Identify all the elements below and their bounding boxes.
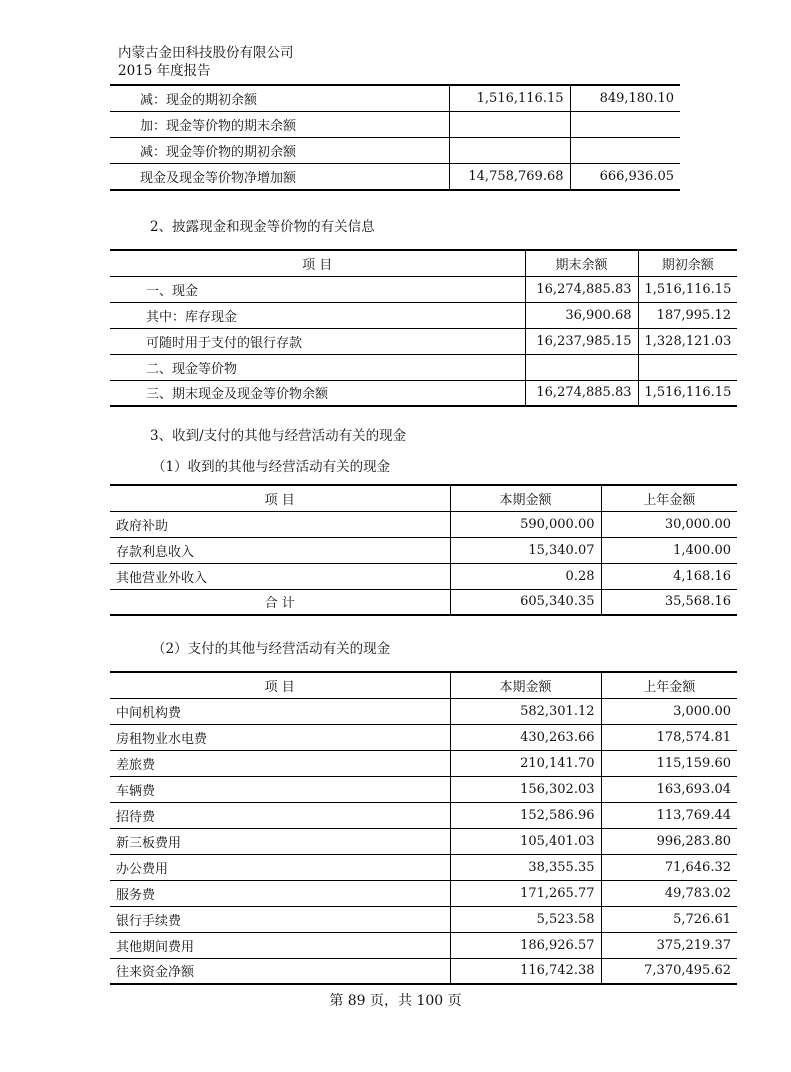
table-row — [110, 724, 737, 750]
table-row — [110, 776, 737, 802]
header-current: 本期金额 — [450, 672, 601, 698]
table-row — [110, 380, 737, 406]
table-row — [110, 563, 737, 589]
row-label: 往来资金净额 — [110, 958, 450, 984]
current-value: 186,926.57 — [450, 932, 601, 958]
page-number: 第 89 页，共 100 页 — [329, 993, 462, 1009]
header-end-balance: 期末余额 — [525, 250, 638, 276]
current-value: 582,301.12 — [450, 698, 601, 724]
cash-received-table — [110, 484, 737, 616]
begin-value: 1,516,116.15 — [638, 380, 737, 406]
prior-value: 3,000.00 — [601, 698, 737, 724]
table-row — [110, 880, 737, 906]
begin-value: 1,516,116.15 — [638, 276, 737, 302]
table-row — [110, 86, 680, 112]
row-label: 其中：库存现金 — [110, 302, 525, 328]
prior-value: 30,000.00 — [601, 511, 737, 537]
table-header-row — [110, 672, 737, 698]
begin-value: 187,995.12 — [638, 302, 737, 328]
table-row — [110, 750, 737, 776]
page-header — [118, 44, 294, 80]
current-value — [449, 112, 570, 138]
row-label: 现金及现金等价物净增加额 — [110, 164, 449, 190]
header-item: 项 目 — [110, 485, 450, 511]
current-value: 156,302.03 — [450, 776, 601, 802]
row-label: 中间机构费 — [110, 698, 450, 724]
current-value: 152,586.96 — [450, 802, 601, 828]
prior-value: 7,370,495.62 — [601, 958, 737, 984]
current-value: 1,516,116.15 — [449, 86, 570, 112]
table-header-row — [110, 485, 737, 511]
row-label: 招待费 — [110, 802, 450, 828]
row-label: 三、期末现金及现金等价物余额 — [110, 380, 525, 406]
total-current: 605,340.35 — [450, 589, 601, 615]
header-prior: 上年金额 — [601, 485, 737, 511]
row-label: 一、现金 — [110, 276, 525, 302]
current-value — [449, 138, 570, 164]
subsection-1-title: （1）收到的其他与经营活动有关的现金 — [152, 459, 391, 475]
cash-equivalents-table — [110, 249, 737, 407]
prior-value: 996,283.80 — [601, 828, 737, 854]
current-value: 38,355.35 — [450, 854, 601, 880]
row-label: 其他营业外收入 — [110, 563, 450, 589]
row-label: 服务费 — [110, 880, 450, 906]
current-value: 14,758,769.68 — [449, 164, 570, 190]
prior-value: 49,783.02 — [601, 880, 737, 906]
table-header-row — [110, 250, 737, 276]
prior-value: 113,769.44 — [601, 802, 737, 828]
prior-value: 849,180.10 — [570, 86, 680, 112]
current-value: 430,263.66 — [450, 724, 601, 750]
total-row — [110, 589, 737, 615]
row-label: 加：现金等价物的期末余额 — [110, 112, 449, 138]
table-row — [110, 302, 737, 328]
end-value — [525, 354, 638, 380]
prior-value: 178,574.81 — [601, 724, 737, 750]
current-value: 0.28 — [450, 563, 601, 589]
report-title: 2015 年度报告 — [118, 63, 211, 79]
table-row — [110, 537, 737, 563]
row-label: 存款利息收入 — [110, 537, 450, 563]
table-row — [110, 328, 737, 354]
prior-value: 163,693.04 — [601, 776, 737, 802]
row-label: 新三板费用 — [110, 828, 450, 854]
row-label: 可随时用于支付的银行存款 — [110, 328, 525, 354]
current-value: 105,401.03 — [450, 828, 601, 854]
table-row — [110, 828, 737, 854]
prior-value — [570, 112, 680, 138]
table-row — [110, 138, 680, 164]
prior-value: 4,168.16 — [601, 563, 737, 589]
row-label: 二、现金等价物 — [110, 354, 525, 380]
current-value: 171,265.77 — [450, 880, 601, 906]
table-row — [110, 164, 680, 190]
cash-paid-table — [110, 671, 737, 985]
header-current: 本期金额 — [450, 485, 601, 511]
header-prior: 上年金额 — [601, 672, 737, 698]
prior-value: 5,726.61 — [601, 906, 737, 932]
prior-value: 375,219.37 — [601, 932, 737, 958]
section-3-title: 3、收到/支付的其他与经营活动有关的现金 — [150, 428, 407, 444]
company-name: 内蒙古金田科技股份有限公司 — [118, 45, 294, 61]
prior-value: 71,646.32 — [601, 854, 737, 880]
table-row — [110, 854, 737, 880]
table-row — [110, 932, 737, 958]
header-begin-balance: 期初余额 — [638, 250, 737, 276]
table-row — [110, 698, 737, 724]
current-value: 210,141.70 — [450, 750, 601, 776]
table-row — [110, 906, 737, 932]
row-label: 房租物业水电费 — [110, 724, 450, 750]
current-value: 15,340.07 — [450, 537, 601, 563]
end-value: 16,274,885.83 — [525, 380, 638, 406]
table-row — [110, 511, 737, 537]
prior-value: 666,936.05 — [570, 164, 680, 190]
table-row — [110, 276, 737, 302]
row-label: 减：现金的期初余额 — [110, 86, 449, 112]
current-value: 5,523.58 — [450, 906, 601, 932]
header-item: 项 目 — [110, 250, 525, 276]
row-label: 差旅费 — [110, 750, 450, 776]
total-prior: 35,568.16 — [601, 589, 737, 615]
row-label: 减：现金等价物的期初余额 — [110, 138, 449, 164]
row-label: 办公费用 — [110, 854, 450, 880]
prior-value: 115,159.60 — [601, 750, 737, 776]
subsection-2-title: （2）支付的其他与经营活动有关的现金 — [152, 641, 391, 657]
table-row — [110, 354, 737, 380]
table-row — [110, 958, 737, 984]
row-label: 其他期间费用 — [110, 932, 450, 958]
end-value: 16,274,885.83 — [525, 276, 638, 302]
end-value: 16,237,985.15 — [525, 328, 638, 354]
row-label: 银行手续费 — [110, 906, 450, 932]
current-value: 590,000.00 — [450, 511, 601, 537]
begin-value: 1,328,121.03 — [638, 328, 737, 354]
row-label: 车辆费 — [110, 776, 450, 802]
total-label: 合 计 — [110, 589, 450, 615]
end-value: 36,900.68 — [525, 302, 638, 328]
section-2-title: 2、披露现金和现金等价物的有关信息 — [150, 219, 375, 235]
header-item: 项 目 — [110, 672, 450, 698]
cash-reconciliation-table — [110, 85, 680, 191]
table-row — [110, 802, 737, 828]
table-row — [110, 112, 680, 138]
prior-value — [570, 138, 680, 164]
row-label: 政府补助 — [110, 511, 450, 537]
current-value: 116,742.38 — [450, 958, 601, 984]
prior-value: 1,400.00 — [601, 537, 737, 563]
begin-value — [638, 354, 737, 380]
